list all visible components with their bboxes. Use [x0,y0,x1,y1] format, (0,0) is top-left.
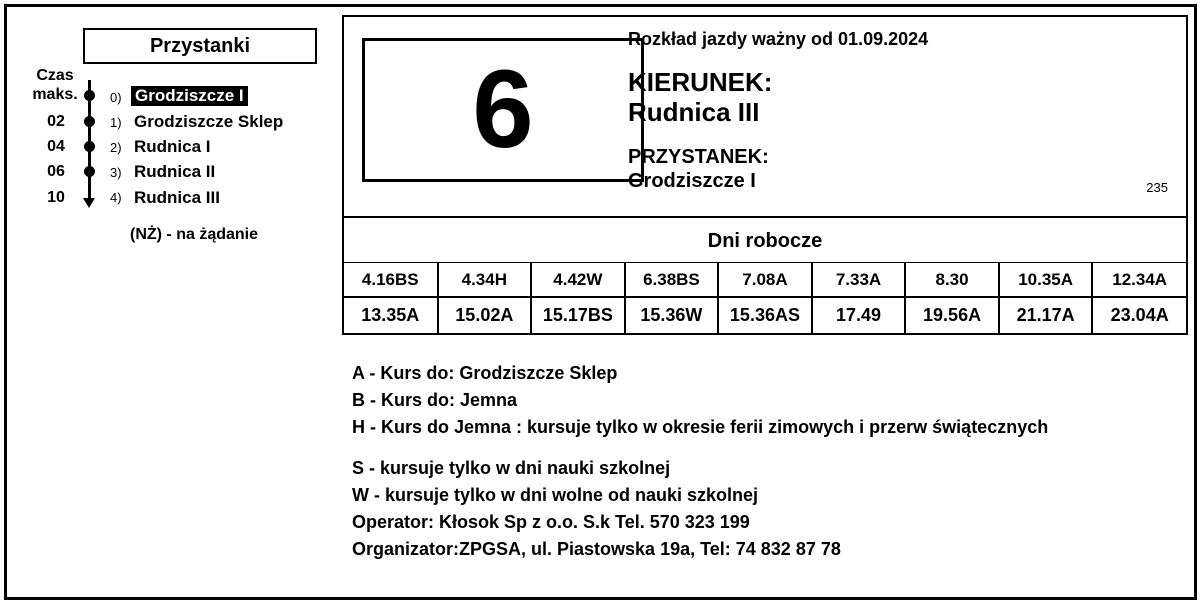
stop-index: 0) [110,90,122,105]
departure-cell: 10.35A [999,263,1093,298]
stop-dot-icon [84,116,95,127]
stop-name: Grodziszcze Sklep [134,112,284,131]
timetable-main [342,15,1188,335]
legend-w: W - kursuje tylko w dni wolne od nauki szkolnej [352,485,759,505]
on-request-note: (NŻ) - na żądanie [130,226,259,243]
departure-cell: 23.04A [1092,297,1186,333]
departure-cell: 15.36W [625,297,719,333]
departure-cell: 6.38BS [625,263,719,298]
stop-name: Rudnica II [134,162,216,181]
legend-a: A - Kurs do: Grodziszcze Sklep [352,363,618,383]
operator-info: Operator: Kłosok Sp z o.o. S.k Tel. 570 323 199 [352,512,750,532]
departure-cell: 8.30 [905,263,999,298]
legend-gap [352,441,1048,455]
legend-h: H - Kurs do Jemna : kursuje tylko w okresie ferii zimowych i przerw świątecznych [352,417,1049,437]
departure-cell: 15.02A [438,297,532,333]
stop-name: Rudnica III [134,188,220,207]
stop-dot-icon [84,90,95,101]
direction-value: Rudnica III [628,97,760,127]
table-row [344,297,1186,333]
stop-index: 2) [110,140,122,155]
stop-value: Grodziszcze I [628,170,756,192]
time-header-line-1: Czas [36,67,74,84]
line-number: 6 [362,38,644,182]
valid-from: Rozkład jazdy ważny od 01.09.2024 [628,29,929,49]
stop-index: 1) [110,115,122,130]
departures-table [344,262,1186,333]
legend-s: S - kursuje tylko w dni nauki szkolnej [352,458,671,478]
stop-time: 10 [47,189,65,206]
stop-index: 3) [110,165,122,180]
departure-cell: 4.42W [531,263,625,298]
time-header [30,66,80,104]
time-header-line-2: maks. [32,86,78,103]
departure-cell: 4.34H [438,263,532,298]
route-arrow-icon [83,198,95,208]
timetable-code: 235 [1146,180,1168,195]
stop-time: 04 [47,138,65,155]
departure-cell: 4.16BS [344,263,438,298]
departure-cell: 15.36AS [718,297,812,333]
stop-index: 4) [110,190,122,205]
stop-dot-icon [84,141,95,152]
stops-title: Przystanki [83,28,317,64]
departure-cell: 15.17BS [531,297,625,333]
direction-label: KIERUNEK: [628,67,773,97]
departure-cell: 19.56A [905,297,999,333]
departure-cell: 13.35A [344,297,438,333]
legend-b: B - Kurs do: Jemna [352,390,518,410]
stop-time: 02 [47,113,65,130]
stop-time: 06 [47,163,65,180]
day-type: Dni robocze [344,216,1186,263]
departure-cell: 7.33A [812,263,906,298]
stop-name: Rudnica I [134,137,211,156]
legend [352,360,1048,563]
current-stop-name: Grodziszcze I [131,86,248,106]
departure-cell: 12.34A [1092,263,1186,298]
table-row [344,263,1186,298]
stop-dot-icon [84,166,95,177]
stop-label: PRZYSTANEK: [628,146,769,168]
organizer-info: Organizator:ZPGSA, ul. Piastowska 19a, Tel: 74 832 87 78 [352,539,841,559]
departure-cell: 21.17A [999,297,1093,333]
departure-cell: 17.49 [812,297,906,333]
departure-cell: 7.08A [718,263,812,298]
